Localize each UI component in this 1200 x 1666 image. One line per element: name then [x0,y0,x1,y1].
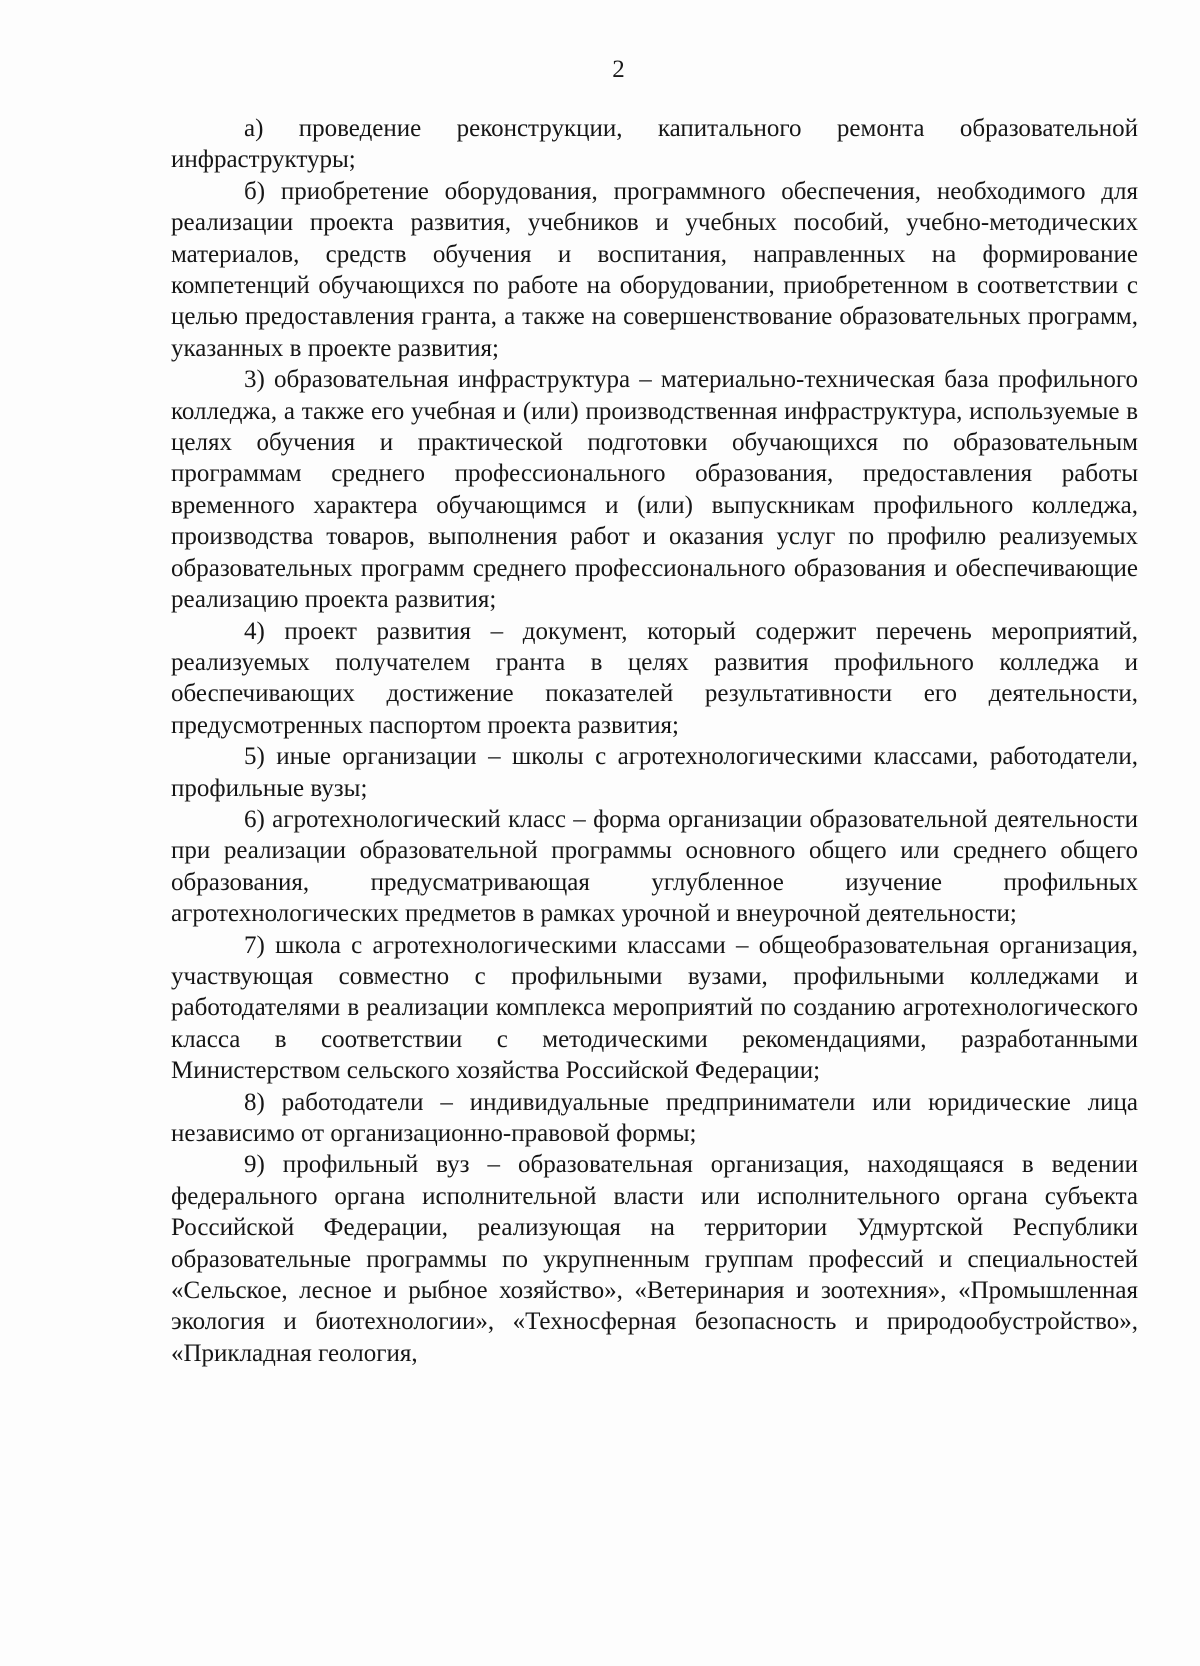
document-body [171,113,1138,1369]
paragraph-7: 7) школа с агротехнологическими классами – общеобразовательная организация, участвующая совместно с профильными вузами, профильными колледжами и работодателями в реализации комплекса мероприятий по созданию агротехнологического класса в соответствии с методическими рекомендациями, разработанными Министерством сельского хозяйства Российской Федерации; [171,931,1138,1085]
paragraph-9: 9) профильный вуз – образовательная организация, находящаяся в ведении федерального органа исполнительной власти или исполнительного органа субъекта Российской Федерации, реализующая на территории Удмуртской Республики образовательные программы по укрупненным группам профессий и специальностей «Сельское, лесное и рыбное хозяйство», «Ветеринария и зоотехния», «Промышленная экология и биотехнологии», «Техносферная безопасность и природообустройство», «Прикладная геология, [171,1151,1138,1367]
page-number: 2 [612,56,625,83]
paragraph-a: а) проведение реконструкции, капитального ремонта образовательной инфраструктуры; [171,115,1138,174]
paragraph-5: 5) иные организации – школы с агротехнологическими классами, работодатели, профильные вузы; [171,743,1138,802]
paragraph-3: 3) образовательная инфраструктура – материально-техническая база профильного колледжа, а также его учебная и (или) производственная инфраструктура, используемые в целях обучения и практической подготовки обучающихся по образовательным программам среднего профессионального образования, предоставления работы временного характера обучающимся и (или) выпускникам профильного колледжа, производства товаров, выполнения работ и оказания услуг по профилю реализуемых образовательных программ среднего профессионального образования и обеспечивающие реализацию проекта развития; [171,366,1138,614]
paragraph-6: 6) агротехнологический класс – форма организации образовательной деятельности при реализации образовательной программы основного общего или среднего общего образования, предусматривающая углубленное изучение профильных агротехнологических предметов в рамках урочной и внеурочной деятельности; [171,805,1138,928]
paragraph-8: 8) работодатели – индивидуальные предприниматели или юридические лица независимо от организационно-правовой формы; [171,1088,1138,1147]
paragraph-4: 4) проект развития – документ, который содержит перечень мероприятий, реализуемых получателем гранта в целях развития профильного колледжа и обеспечивающих достижение показателей результативности его деятельности, предусмотренных паспортом проекта развития; [171,617,1138,739]
paragraph-b: б) приобретение оборудования, программного обеспечения, необходимого для реализации проекта развития, учебников и учебных пособий, учебно-методических материалов, средств обучения и воспитания, направленных на формирование компетенций обучающихся по работе на оборудовании, приобретенном в соответствии с целью предоставления гранта, а также на совершенствование образовательных программ, указанных в проекте развития; [171,177,1138,362]
